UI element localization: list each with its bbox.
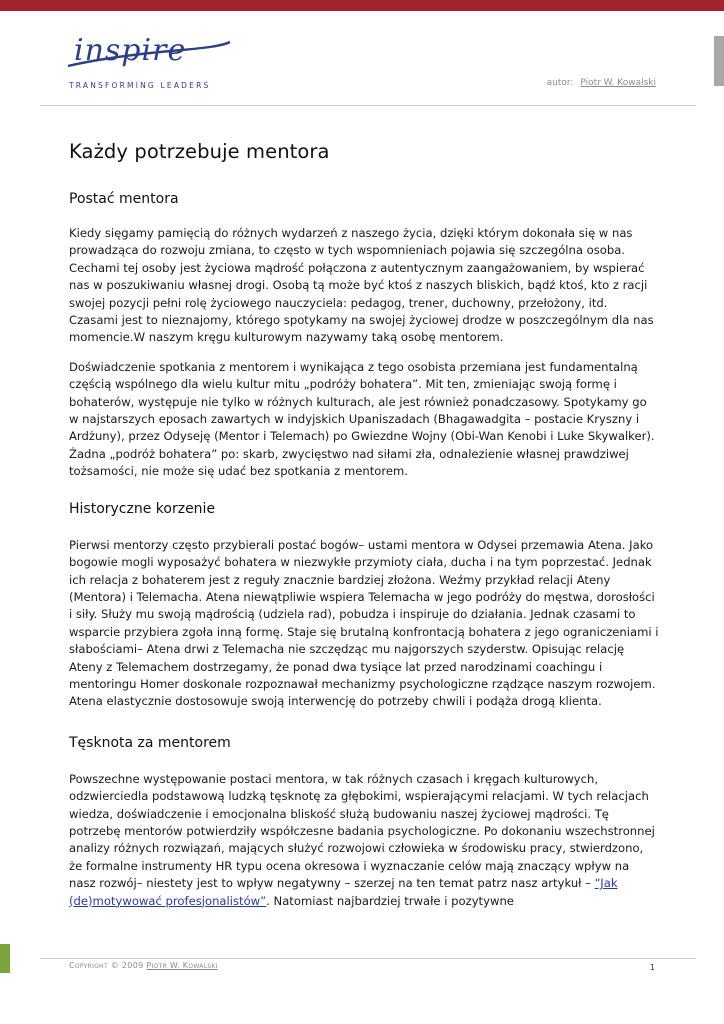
logo-tagline: TRANSFORMING LEADERS: [69, 81, 211, 90]
scrollbar-thumb[interactable]: [714, 36, 724, 86]
section-heading-historyczne-korzenie: Historyczne korzenie: [69, 500, 216, 517]
paragraph: Pierwsi mentorzy często przybierali postać bogów– ustami mentora w Odysei przemawia Atena. Jako bogowie mogli wyposażyć bohatera w niezwykłe przymioty ciała, ducha i na tym poprzestać. Jednak ich relacja z bohaterem jest z reguły znacznie bardziej złożona. Weźmy przykład relacji Ateny (Mentora) i Telemacha. Atena niewątpliwie wspiera Telemacha w jego podróży do męstwa, dorosłości i siły. Służy mu swoją mądrością (udziela rad), pobudza i inspiruje do działania. Jednak czasami to wsparcie przybiera zgoła inną formę. Staje się brutalną konfrontacją bohatera z jego ograniczeniami i słabościami– Atena drwi z Telemacha nie szczędząc mu najgorszych szyderstw. Opisując relację Ateny z Telemachem dostrzegamy, że ponad dwa tysiące lat przed narodzinami coachingu i mentoringu Homer doskonale rozpoznawał mechanizmy psychologiczne rządzące naszym rozwojem. Atena elastycznie dostosowuje swoją interwencję do potrzeby chwili i podąża drogą klienta.: [69, 537, 659, 709]
author-line: [547, 78, 656, 88]
footer-divider: [40, 958, 696, 959]
top-accent-bar: [0, 0, 724, 11]
header-divider: [40, 105, 696, 106]
author-link[interactable]: Piotr W. Kowalski: [580, 78, 656, 88]
article-link[interactable]: “Jak (de)motywować profesjonalistów”: [69, 876, 618, 908]
paragraph-text: Powszechne występowanie postaci mentora, w tak różnych czasach i kręgach kulturowych, odzwierciedla podstawową ludzką tęsknotę za głębokimi, wspierającymi relacjami. W tych relacjach wiedza, doświadczenie i emocjonalna bliskość służą budowaniu naszej życiowej mądrości. Tę potrzebę mentorów potwierdziły współczesne badania psychologiczne. Po dokonaniu wszechstronnej analizy różnych rozwiązań, mających służyć rozwojowi człowieka w środowisku pracy, stwierdzono, że formalne instrumenty HR typu ocena okresowa i wyznaczanie celów mają znaczący wpływ na nasz rozwój– niestety jest to wpływ negatywny – szerzej na ten temat patrz nasz artykuł –: [69, 771, 655, 891]
copyright-text: Copyright © 2009: [69, 961, 147, 970]
document-body: [69, 140, 659, 910]
footer-copyright: [69, 961, 218, 970]
svg-text:inspire: inspire: [74, 33, 187, 68]
section-heading-postac-mentora: Postać mentora: [69, 191, 179, 207]
author-label: autor:: [546, 78, 574, 88]
document-title: Każdy potrzebuje mentora: [69, 140, 330, 163]
section-heading-tesknota-za-mentorem: Tęsknota za mentorem: [69, 734, 231, 751]
paragraph-with-link: [69, 771, 659, 910]
side-marker-tab: [0, 944, 10, 973]
page-number: 1: [649, 963, 655, 972]
paragraph: Doświadczenie spotkania z mentorem i wynikająca z tego osobista przemiana jest fundamentalną częścią wspólnego dla wielu kultur mitu „podróży bohatera”. Mit ten, zmieniając swoją formę i bohaterów, występuje nie tylko w różnych kulturach, ale jest również ponadczasowy. Spotykamy go w najstarszych eposach zawartych w indyjskich Upaniszadach (Bhagawadgita – postacie Kryszny i Ardżuny), przez Odyseję (Mentor i Telemach) po Gwiezdne Wojny (Obi-Wan Kenobi i Luke Skywalker). Żadna „podróż bohatera” po: skarb, zwycięstwo nad siłami zła, odnalezienie własnej prawdziwej tożsamości, nie może się udać bez spotkania z mentorem.: [69, 359, 655, 479]
paragraph: Kiedy sięgamy pamięcią do różnych wydarzeń z naszego życia, dzięki którym dokonała się w nas prowadząca do rozwoju zmiana, to często w tych wspomnieniach pojawia się szczególna osoba. Cechami tej osoby jest życiowa mądrość połączona z autentycznym zaangażowaniem, by wspierać nas w poszukiwaniu własnej drogi. Osobą tą może być ktoś z naszych bliskich, bądź ktoś, kto z racji swojej pozycji pełni rolę życiowego nauczyciela: pedagog, trener, duchowny, przełożony, itd. Czasami jest to nieznajomy, którego spotykamy na swojej życiowej drodze w poszczególnym dla nas momencie.W naszym kręgu kulturowym nazywamy taką osobę mentorem.: [69, 226, 654, 345]
copyright-author-link[interactable]: Piotr W. Kowalski: [146, 961, 218, 970]
paragraph-text: . Natomiast najbardziej trwałe i pozytywne: [266, 893, 514, 908]
